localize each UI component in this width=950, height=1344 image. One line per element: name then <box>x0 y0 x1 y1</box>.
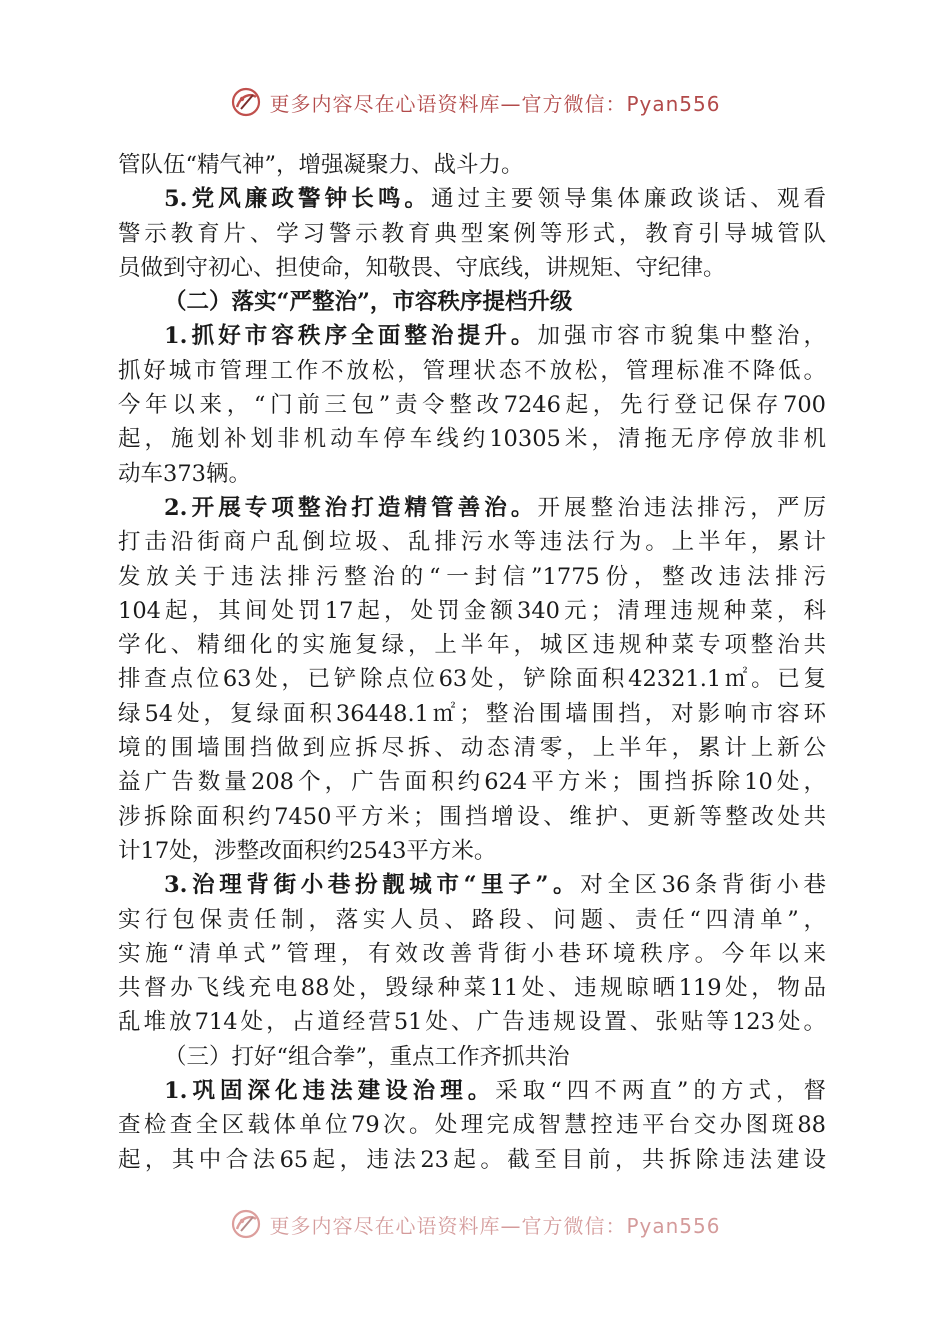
text-line <box>118 1040 826 1074</box>
text-line <box>118 560 826 594</box>
body-text: 今年以来，“门前三包”责令整改7246起，先行登记保存700 <box>118 392 826 419</box>
document-body <box>118 148 826 1177</box>
watermark-text: 更多内容尽在心语资料库—官方微信：Pyan556 <box>269 91 721 116</box>
text-line <box>118 594 826 628</box>
bold-heading-text: 1.巩固深化违法建设治理。 <box>164 1078 496 1105</box>
body-text: 抓好城市管理工作不放松，管理状态不放松，管理标准不降低。 <box>118 357 826 384</box>
text-line <box>118 937 826 971</box>
body-text: 对全区36条背街小巷 <box>580 872 826 899</box>
text-line <box>118 354 826 388</box>
body-text: 境的围墙围挡做到应拆尽拆、动态清零，上半年，累计上新公 <box>118 735 826 762</box>
text-line <box>118 319 826 353</box>
body-text: 动车373辆。 <box>118 460 251 487</box>
text-line <box>118 903 826 937</box>
text-line <box>118 628 826 662</box>
body-text: 绿54处，复绿面积36448.1㎡；整治围墙围挡，对影响市容环 <box>118 700 826 727</box>
text-line <box>118 422 826 456</box>
body-text: 乱堆放714处，占道经营51处、广告违规设置、张贴等123处。 <box>118 1009 826 1036</box>
text-line <box>118 457 826 491</box>
body-text: 警示教育片、学习警示教育典型案例等形式，教育引导城管队 <box>118 220 826 247</box>
text-line <box>118 217 826 251</box>
watermark-logo-icon <box>229 85 263 119</box>
text-line <box>118 388 826 422</box>
body-text: 涉拆除面积约7450平方米；围挡增设、维护、更新等整改处共 <box>118 803 826 830</box>
body-text: 打击沿街商户乱倒垃圾、乱排污水等违法行为。上半年，累计 <box>118 529 826 556</box>
body-text: 起，其中合法65起，违法23起。截至目前，共拆除违法建设 <box>118 1146 826 1173</box>
text-line <box>118 251 826 285</box>
body-text: 采取“四不两直”的方式，督 <box>495 1078 826 1105</box>
body-text: 管队伍“精气神”，增强凝聚力、战斗力。 <box>118 152 524 178</box>
watermark-text: 更多内容尽在心语资料库—官方微信：Pyan556 <box>269 1213 721 1238</box>
bold-heading-text: 1.抓好市容秩序全面整治提升。 <box>164 323 538 350</box>
body-text: 共督办飞线充电88处，毁绿种菜11处、违规晾晒119处，物品 <box>118 975 826 1002</box>
text-line <box>118 662 826 696</box>
body-text: 开展整治违法排污，严厉 <box>537 494 826 521</box>
body-text: 排查点位63处，已铲除点位63处，铲除面积42321.1㎡。已复 <box>118 666 826 693</box>
body-text: （三）打好“组合拳”，重点工作齐抓共治 <box>164 1043 570 1070</box>
text-line <box>118 765 826 799</box>
header-watermark <box>0 82 950 122</box>
body-text: 计17处，涉整改面积约2543平方米。 <box>118 837 497 864</box>
text-line <box>118 1108 826 1142</box>
text-line <box>118 1005 826 1039</box>
text-line <box>118 491 826 525</box>
body-text: 员做到守初心、担使命，知敬畏、守底线，讲规矩、守纪律。 <box>118 254 726 281</box>
body-text: 起，施划补划非机动车停车线约10305米，清拖无序停放非机 <box>118 426 826 453</box>
text-line <box>118 182 826 216</box>
body-text: 加强市容市貌集中整治， <box>537 323 826 350</box>
body-text: 通过主要领导集体廉政谈话、观看 <box>431 186 826 213</box>
text-line <box>118 148 826 182</box>
bold-heading-text: 3.治理背街小巷扮靓城市“里子”。 <box>164 872 581 899</box>
body-text: 发放关于违法排污整治的“一封信”1775份，整改违法排污 <box>118 563 826 590</box>
body-text: 实施“清单式”管理，有效改善背街小巷环境秩序。今年以来 <box>118 940 826 967</box>
text-line <box>118 731 826 765</box>
watermark-logo-icon <box>229 1207 263 1241</box>
body-text: 104起，其间处罚17起，处罚金额340元；清理违规种菜，科 <box>118 597 826 624</box>
footer-watermark <box>0 1204 950 1244</box>
bold-heading-text: 5.党风廉政警钟长鸣。 <box>164 186 432 213</box>
text-line <box>118 868 826 902</box>
text-line <box>118 285 826 319</box>
text-line <box>118 525 826 559</box>
text-line <box>118 697 826 731</box>
text-line <box>118 1143 826 1177</box>
text-line <box>118 971 826 1005</box>
text-line <box>118 1074 826 1108</box>
body-text: 学化、精细化的实施复绿，上半年，城区违规种菜专项整治共 <box>118 632 826 659</box>
bold-heading-text: 2.开展专项整治打造精管善治。 <box>164 494 538 521</box>
text-line <box>118 800 826 834</box>
body-text: 查检查全区载体单位79次。处理完成智慧控违平台交办图斑88 <box>118 1112 826 1139</box>
bold-heading-text: （二）落实“严整治”，市容秩序提档升级 <box>164 289 573 316</box>
body-text: 实行包保责任制，落实人员、路段、问题、责任“四清单”， <box>118 906 826 933</box>
text-line <box>118 834 826 868</box>
body-text: 益广告数量208个，广告面积约624平方米；围挡拆除10处， <box>118 769 826 796</box>
